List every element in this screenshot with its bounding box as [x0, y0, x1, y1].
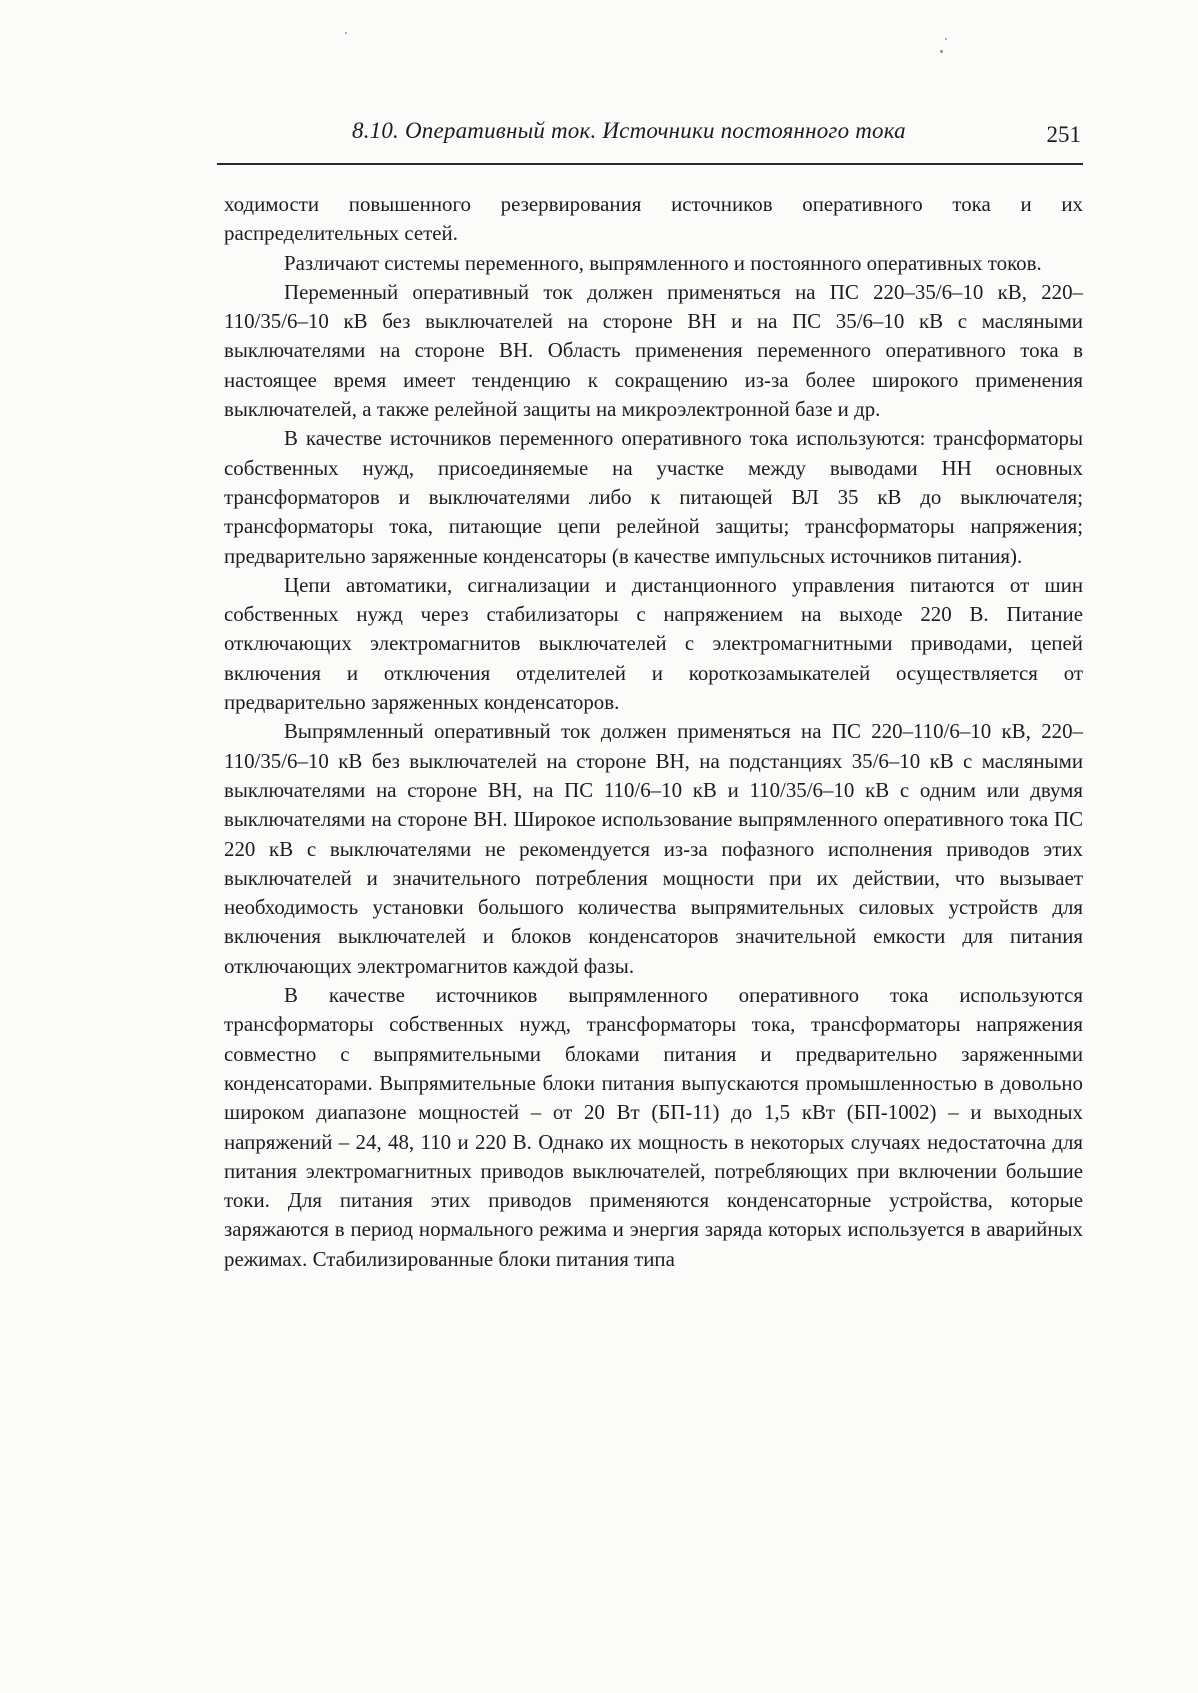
paragraph: В качестве источников переменного оперативного тока используются: трансформаторы собственных нужд, присоединяемые на участке между выводами НН основных трансформаторов и выключателями либо к питающей ВЛ 35 кВ до выключателя; трансформаторы тока, питающие цепи релейной защиты; трансформаторы напряжения; предварительно заряженные конденсаторы (в качестве импульсных источников питания).	[224, 426, 1083, 568]
paragraph: Цепи автоматики, сигнализации и дистанционного управления питаются от шин собственных нужд через стабилизаторы с напряжением на выходе 220 В. Питание отключающих электромагнитов выключателей с электромагнитными приводами, цепей включения и отключения отделителей и короткозамыкателей осуществляется от предварительно заряженных конденсаторов.	[224, 572, 1083, 715]
paragraph-continuation: ходимости повышенного резервирования источников оперативного тока и их распределительных сетей.	[224, 192, 1083, 246]
paragraph: Переменный оперативный ток должен применяться на ПС 220–35/6–10 кВ, 220–110/35/6–10 кВ без выключателей на стороне ВН и на ПС 35/6–10 кВ с масляными выключателями на стороне ВН. Область применения переменного оперативного тока в настоящее время имеет тенденцию к сокращению из-за более широкого применения выключателей, а также релейной защиты на микроэлектронной базе и др.	[224, 279, 1083, 422]
paragraph: Выпрямленный оперативный ток должен применяться на ПС 220–110/6–10 кВ, 220–110/35/6–10 кВ без выключателей на стороне ВН, на подстанциях 35/6–10 кВ с масляными выключателями на стороне ВН, на ПС 110/6–10 кВ и 110/35/6–10 кВ с одним или двумя выключателями на стороне ВН. Широкое использование выпрямленного оперативного тока ПС 220 кВ с выключателями не рекомендуется из-за пофазного исполнения приводов этих выключателей и значительного потребления мощности при их действии, что вызывает необходимость установки большого количества выпрямительных силовых устройств для включения выключателей и блоков конденсаторов значительной емкости для питания отключающих электромагнитов каждой фазы.	[224, 719, 1083, 978]
scan-speck	[940, 50, 943, 53]
body-text	[224, 190, 1083, 1274]
page-number: 251	[1046, 122, 1081, 147]
running-head: 8.10. Оперативный ток. Источники постоянного тока	[352, 118, 906, 143]
paragraph: Различают системы переменного, выпрямленного и постоянного оперативных токов.	[284, 250, 1042, 275]
scan-speck	[345, 32, 347, 34]
page-header	[217, 115, 1083, 165]
paragraph: В качестве источников выпрямленного оперативного тока используются трансформаторы собственных нужд, трансформаторы тока, трансформаторы напряжения совместно с выпрямительными блоками питания и предварительно заряженными конденсаторами. Выпрямительные блоки питания выпускаются промышленностью в довольно широком диапазоне мощностей – от 20 Вт (БП-11) до 1,5 кВт (БП-1002) – и выходных напряжений – 24, 48, 110 и 220 В. Однако их мощность в некоторых случаях недостаточна для питания электромагнитных приводов выключателей, потребляющих при включении большие токи. Для питания этих приводов применяются конденсаторные устройства, которые заряжаются в период нормального режима и энергия заряда которых используется в аварийных режимах. Стабилизированные блоки питания типа	[224, 983, 1083, 1271]
scan-speck	[945, 38, 947, 40]
